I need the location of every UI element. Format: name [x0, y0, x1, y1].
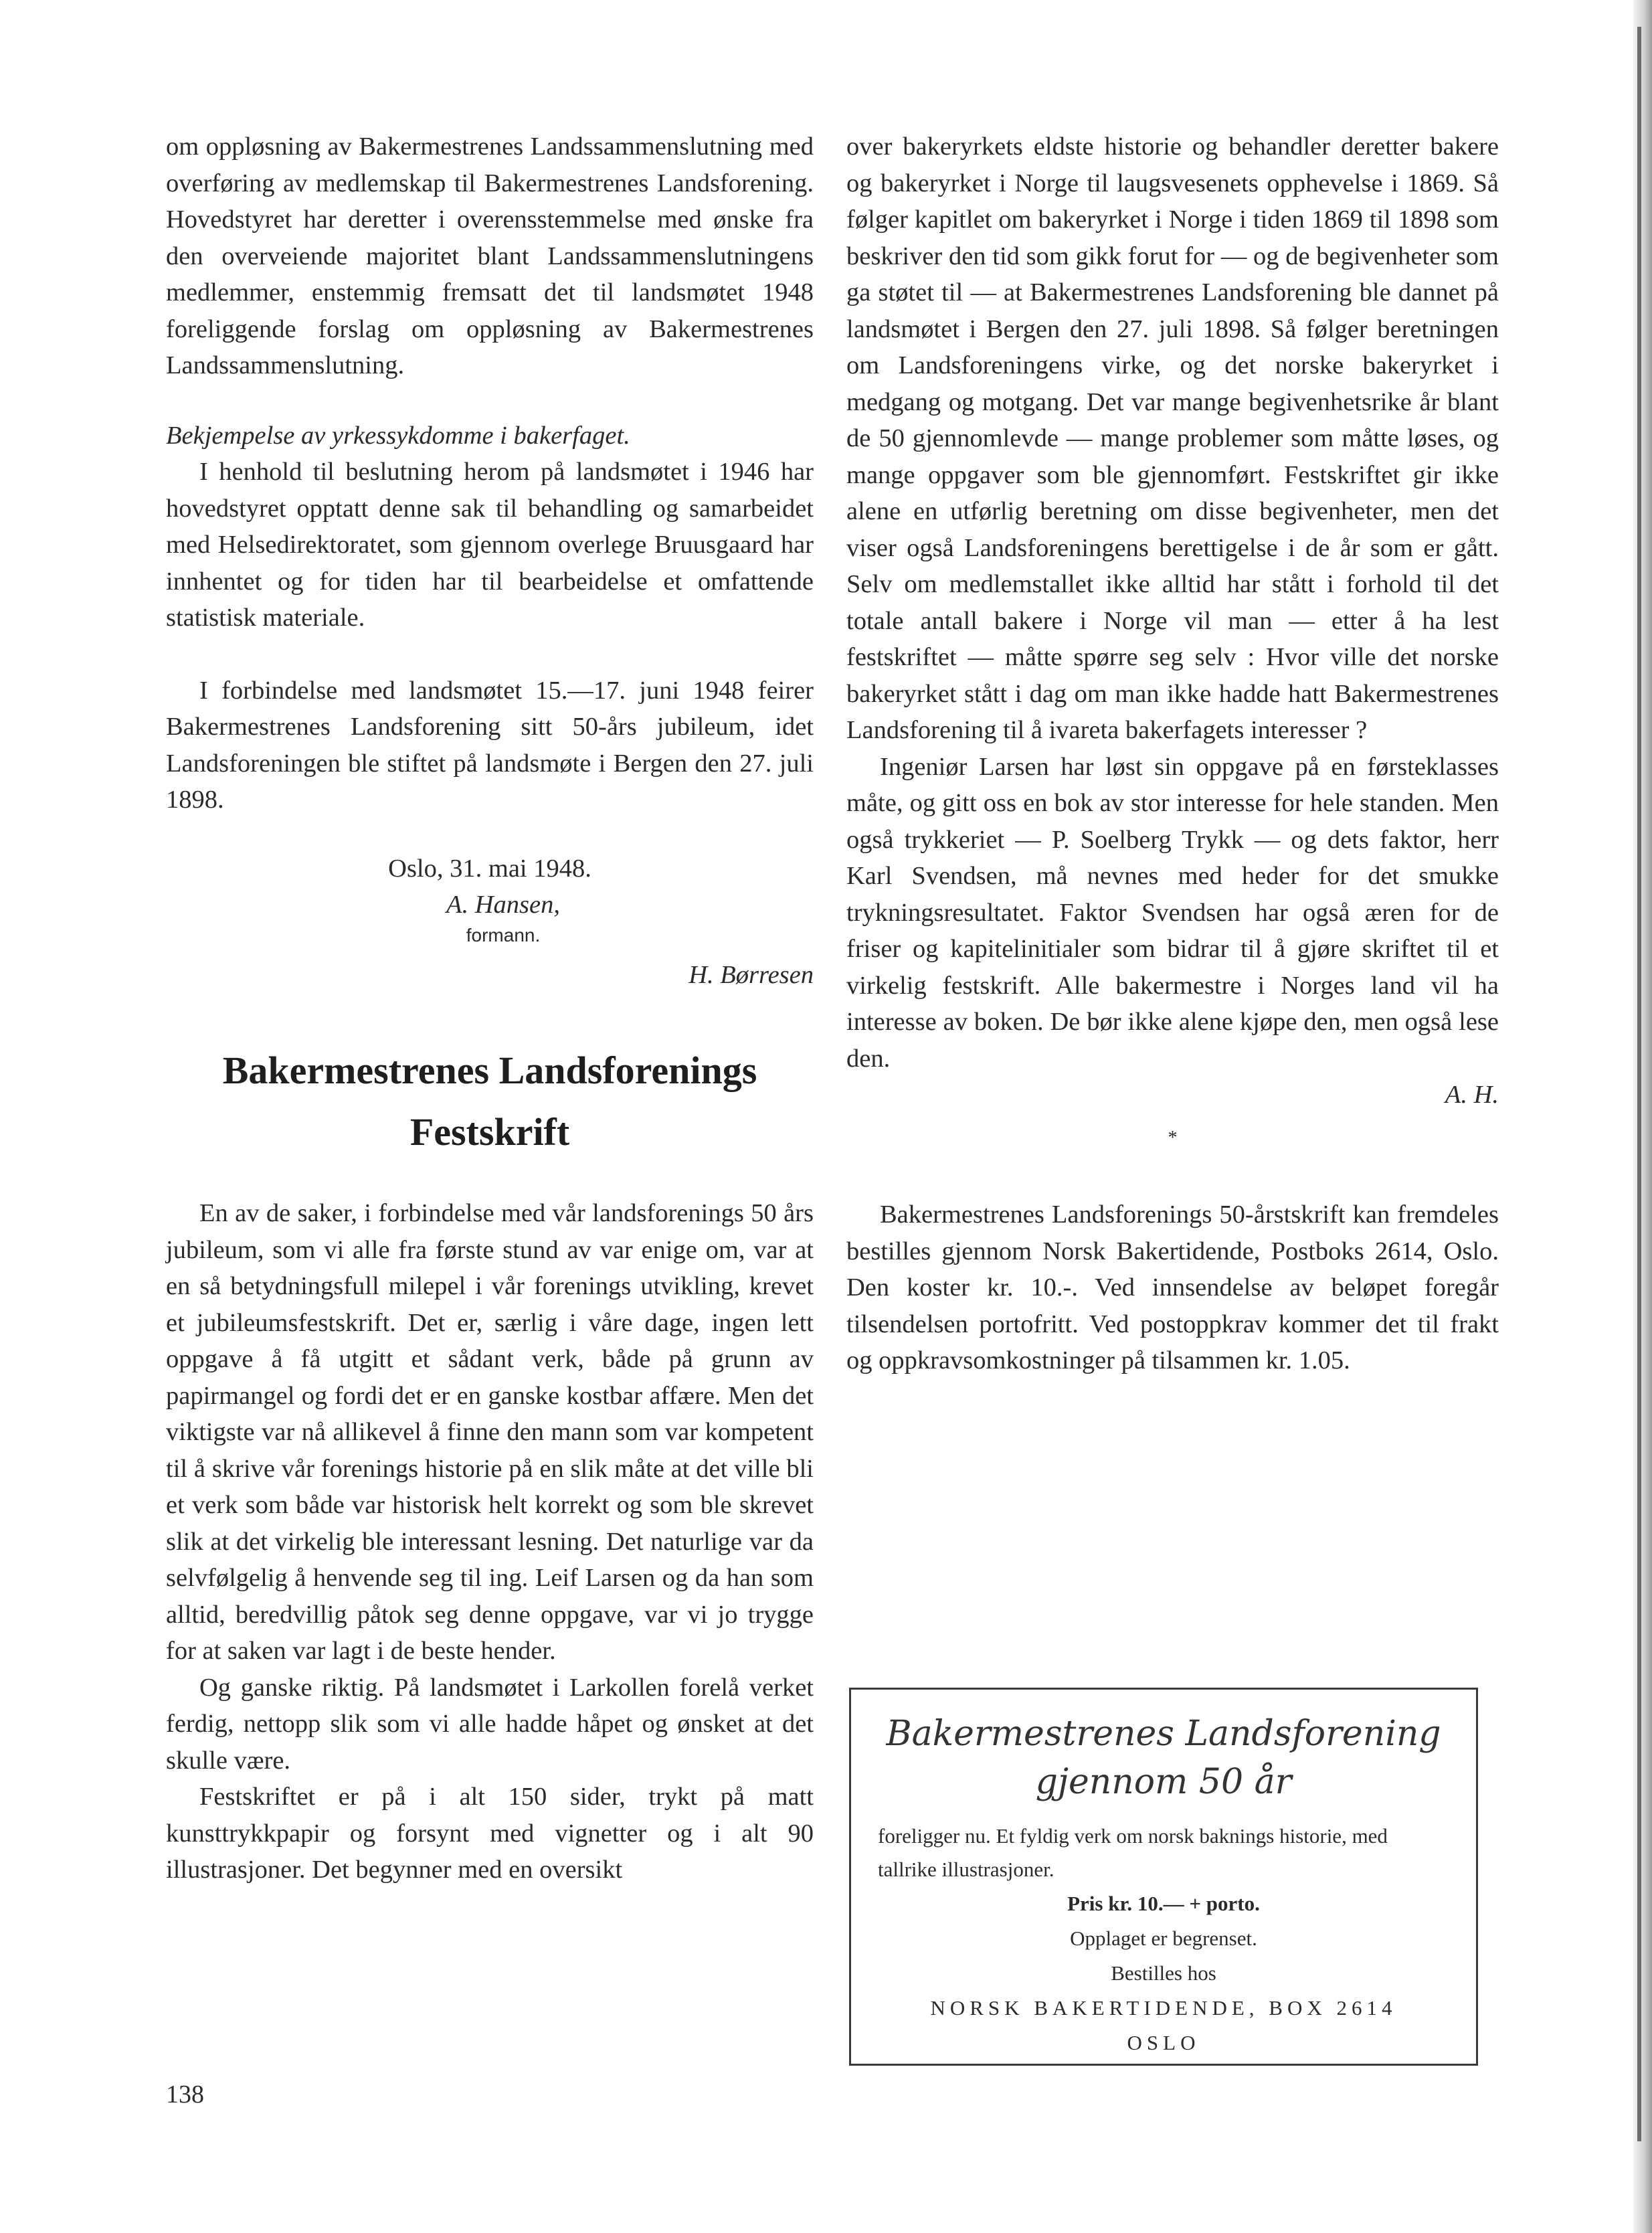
right-column [846, 128, 1499, 1379]
paragraph: over bakeryrkets eldste historie og behandler deretter bakere og bakeryrket i Norge til laugsvesenets opphevelse i 1869. Så følger kapitlet om bakeryrket i Norge i tiden 1869 til 1898 som beskriver den tid som gikk forut for — og de begivenheter som ga støtet til — at Bakermestrenes Landsforening ble dannet på landsmøtet i Bergen den 27. juli 1898. Så følger beretningen om Landsforeningens virke, og det norske bakeryrket i medgang og motgang. Det var mange begivenhetsrike år blant de 50 gjennomlevde — mange problemer som måtte løses, og mange oppgaver som ble gjennomført. Festskriftet gir ikke alene en utførlig beretning om disse begivenheter, men det viser også Landsforeningens berettigelse i de år som er gått. Selv om medlemstallet ikke alltid har stått i forhold til det totale antall bakere i Norge vil man — etter å ha lest festskriftet — måtte spørre seg selv : Hvor ville det norske bakeryrket stått i dag om man ikke hadde hatt Bakermestrenes Landsforening til å ivareta bakerfagets interesser ? [846, 132, 1499, 744]
place-date: Oslo, 31. mai 1948. [388, 854, 591, 883]
paragraph: Bakermestrenes Landsforenings 50-årstskrift kan fremdeles bestilles gjennom Norsk Bakertidende, Postboks 2614, Oslo. Den koster kr. 10.-. Ved innsendelse av beløpet foregår tilsendelsen portofritt. Ved postoppkrav kommer det til frakt og oppkravsomkostninger på tilsammen kr. 1.05. [846, 1200, 1499, 1374]
article-title-line1: Bakermestrenes Landsforenings [222, 1049, 757, 1092]
left-column [166, 128, 814, 1888]
paragraph: Og ganske riktig. På landsmøtet i Larkollen forelå verket ferdig, nettopp slik som vi alle hadde håpet og ønsket at det skulle være. [166, 1673, 814, 1775]
advert-publisher: NORSK BAKERTIDENDE, BOX 2614 [930, 1996, 1397, 2020]
signature-name: A. Hansen, [446, 891, 561, 919]
section-subheading: Bekjempelse av yrkessykdomme i bakerfaget. [166, 421, 630, 450]
advertisement-box [849, 1688, 1478, 2066]
article-title-line2: Festskrift [409, 1110, 570, 1154]
paragraph: I henhold til beslutning herom på landsmøtet i 1946 har hovedstyret opptatt denne sak til behandling og samarbeidet med Helsedirektoratet, som gjennom overlege Bruusgaard har innhentet og for tiden har til bearbeidelse et omfattende statistisk materiale. [166, 458, 814, 632]
advert-script-title [878, 1710, 1449, 1806]
page-number: 138 [166, 2080, 204, 2109]
advert-price: Pris kr. 10.— + porto. [1067, 1892, 1260, 1915]
advert-body: foreligger nu. Et fyldig verk om norsk baknings historie, med tallrike illustrasjoner. [878, 1824, 1388, 1881]
page-binding-line [1637, 27, 1641, 2141]
paragraph: om oppløsning av Bakermestrenes Landssammenslutning med overføring av medlemskap til Bakermestrenes Landsforening. Hovedstyret har deretter i overensstemmelse med ønske fra den overveiende majoritet blant Landssammenslutningens medlemmer, enstemmig fremsatt det til landsmøtet 1948 foreliggende forslag om oppløsning av Bakermestrenes Landssammenslutning. [166, 132, 814, 379]
signature-second: H. Børresen [689, 960, 814, 989]
paragraph: I forbindelse med landsmøtet 15.—17. juni 1948 feirer Bakermestrenes Landsforening sitt 50-års jubileum, idet Landsforeningen ble stiftet på landsmøte i Bergen den 27. juli 1898. [166, 676, 814, 814]
advert-script-line2: gjennom 50 år [1035, 1762, 1292, 1802]
advert-city: OSLO [1127, 2031, 1200, 2054]
article-title [166, 1040, 814, 1163]
advert-order: Bestilles hos [1111, 1961, 1216, 1985]
advert-script-line1: Bakermestrenes Landsforening [886, 1714, 1441, 1754]
signature-role: formann. [466, 924, 541, 946]
page-edge-shadow [1633, 0, 1652, 2233]
paragraph: Festskriftet er på i alt 150 sider, trykt på matt kunsttrykkpapir og forsynt med vignetter og i alt 90 illustrasjoner. Det begynner med en oversikt [166, 1783, 814, 1884]
separator-asterisk: * [1168, 1127, 1178, 1148]
advert-edition: Opplaget er begrenset. [1070, 1927, 1257, 1950]
author-initials: A. H. [1445, 1081, 1499, 1109]
paragraph: En av de saker, i forbindelse med vår landsforenings 50 års jubileum, som vi alle fra første stund av var enige om, var at en så betydningsfull milepel i vår forenings utvikling, krevet et jubileumsfestskrift. Det er, særlig i våre dage, ingen lett oppgave å få utgitt et sådant verk, både på grunn av papirmangel og fordi det er en ganske kostbar affære. Men det viktigste var nå allikevel å finne den mann som var kompetent til å skrive vår forenings historie på en slik måte at det ville bli et verk som både var historisk helt korrekt og som ble skrevet slik at det virkelig ble interessant lesning. Det naturlige var da selvfølgelig å henvende seg til ing. Leif Larsen og da han som alltid, beredvillig påtok seg denne oppgave, var vi jo trygge for at saken var lagt i de beste hender. [166, 1199, 814, 1666]
paragraph: Ingeniør Larsen har løst sin oppgave på en førsteklasses måte, og gitt oss en bok av stor interesse for hele standen. Men også trykkeriet — P. Soelberg Trykk — og dets faktor, herr Karl Svendsen, må nevnes med heder for det smukke trykningsresultatet. Faktor Svendsen har også æren for de friser og kapitelinitialer som bidrar til å gjøre skriftet til et virkelig festskrift. Alle bakermestre i Norges land vil ha interesse av boken. De bør ikke alene kjøpe den, men også lese den. [846, 752, 1499, 1073]
